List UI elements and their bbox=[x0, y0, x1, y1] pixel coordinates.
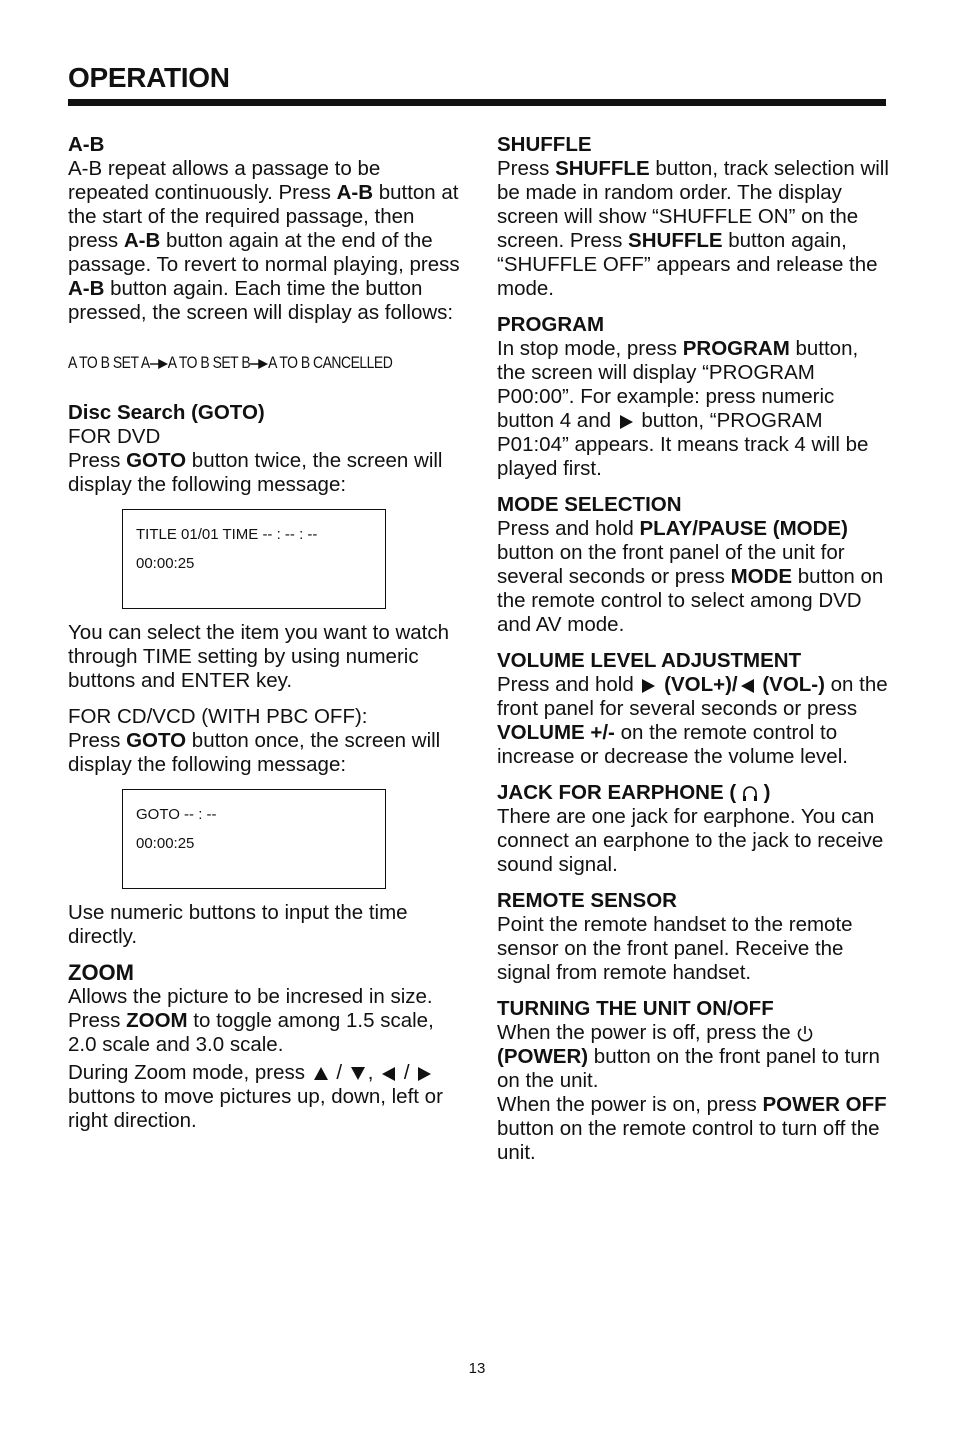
power-body-2: When the power is on, press POWER OFF button on the remote control to turn off the unit. bbox=[497, 1093, 887, 1164]
triangle-left-icon bbox=[741, 679, 754, 693]
section-program-heading: PROGRAM bbox=[497, 313, 605, 336]
triangle-down-icon bbox=[351, 1067, 365, 1080]
triangle-right-icon bbox=[642, 679, 655, 693]
cd-message-box bbox=[122, 789, 386, 889]
zoom-body-1: Allows the picture to be incresed in size. Press ZOOM to toggle among 1.5 scale, 2.0 scale and 3.0 scale. bbox=[68, 985, 434, 1056]
cd-instruction: Press GOTO button once, the screen will display the following message: bbox=[68, 729, 441, 776]
section-zoom-heading: ZOOM bbox=[68, 960, 134, 985]
page-title: OPERATION bbox=[68, 62, 230, 93]
dvd-message-box bbox=[122, 509, 386, 609]
section-ab-heading: A-B bbox=[68, 133, 105, 156]
section-mode bbox=[497, 493, 892, 637]
section-ab bbox=[68, 133, 463, 375]
program-body: In stop mode, press PROGRAM button, the screen will display “PROGRAM P00:00”. For example: press numeric button 4 and button, “PROGRAM P01:04” appears. It means track 4 will be played first. bbox=[497, 337, 869, 480]
section-volume-heading: VOLUME LEVEL ADJUSTMENT bbox=[497, 649, 802, 672]
headphone-icon bbox=[742, 785, 758, 803]
jack-body: There are one jack for earphone. You can connect an earphone to the jack to receive sound signal. bbox=[497, 805, 884, 876]
section-program bbox=[497, 313, 892, 481]
left-column bbox=[68, 133, 463, 1145]
cd-message-line2: 00:00:25 bbox=[136, 835, 195, 852]
section-disc-search-heading: Disc Search (GOTO) bbox=[68, 401, 265, 424]
section-power bbox=[497, 997, 892, 1165]
section-jack-heading: JACK FOR EARPHONE ( ) bbox=[497, 781, 771, 804]
section-shuffle-heading: SHUFFLE bbox=[497, 133, 592, 156]
power-icon bbox=[796, 1024, 814, 1044]
dvd-after-text: You can select the item you want to watch through TIME setting by using numeric buttons and ENTER key. bbox=[68, 621, 449, 692]
ab-sequence: A TO B SET A A TO B SET B A TO B CANCELLED bbox=[68, 353, 393, 372]
section-shuffle bbox=[497, 133, 892, 301]
arrow-right-icon bbox=[150, 359, 168, 369]
triangle-left-icon bbox=[382, 1067, 395, 1081]
page-number: 13 bbox=[468, 1360, 486, 1377]
arrow-right-icon bbox=[250, 359, 268, 369]
cd-message-line1: GOTO -- : -- bbox=[136, 806, 217, 823]
cd-after-text: Use numeric buttons to input the time directly. bbox=[68, 901, 408, 948]
dvd-message-line2: 00:00:25 bbox=[136, 555, 195, 572]
power-body-1: When the power is off, press the (POWER) button on the front panel to turn on the unit. bbox=[497, 1021, 880, 1092]
section-remote bbox=[497, 889, 892, 985]
cd-label: FOR CD/VCD (WITH PBC OFF): bbox=[68, 705, 368, 728]
section-remote-heading: REMOTE SENSOR bbox=[497, 889, 677, 912]
dvd-label: FOR DVD bbox=[68, 425, 161, 448]
section-volume bbox=[497, 649, 892, 769]
dvd-message-line1: TITLE 01/01 TIME -- : -- : -- bbox=[136, 526, 318, 543]
section-jack bbox=[497, 781, 892, 877]
volume-body: Press and hold (VOL+)/ (VOL-) on the front panel for several seconds or press VOLUME +/- on the remote control to increase or decrease the volume level. bbox=[497, 673, 888, 768]
zoom-body-2: During Zoom mode, press / , / buttons to move pictures up, down, left or right direction. bbox=[68, 1061, 443, 1132]
triangle-up-icon bbox=[314, 1067, 328, 1080]
triangle-right-icon bbox=[418, 1067, 431, 1081]
section-zoom bbox=[68, 961, 463, 1133]
section-mode-heading: MODE SELECTION bbox=[497, 493, 682, 516]
mode-body: Press and hold PLAY/PAUSE (MODE) button on the front panel of the unit for several seconds or press MODE button on the remote control to select among DVD and AV mode. bbox=[497, 517, 884, 636]
shuffle-body: Press SHUFFLE button, track selection will be made in random order. The display screen will show “SHUFFLE ON” on the screen. Press SHUFFLE button again, “SHUFFLE OFF” appears and release the mode. bbox=[497, 157, 889, 300]
section-ab-body: A-B repeat allows a passage to be repeated continuously. Press A-B button at the start of the required passage, then press A-B button again at the end of the passage. To revert to normal playing, press A-B button again. Each time the button pressed, the screen will display as follows: bbox=[68, 157, 460, 324]
section-power-heading: TURNING THE UNIT ON/OFF bbox=[497, 997, 774, 1020]
section-disc-search bbox=[68, 401, 463, 949]
right-column bbox=[497, 133, 892, 1177]
remote-body: Point the remote handset to the remote sensor on the front panel. Receive the signal from remote handset. bbox=[497, 913, 853, 984]
title-rule bbox=[68, 99, 886, 106]
dvd-instruction: Press GOTO button twice, the screen will display the following message: bbox=[68, 449, 443, 496]
play-triangle-icon bbox=[620, 415, 633, 429]
